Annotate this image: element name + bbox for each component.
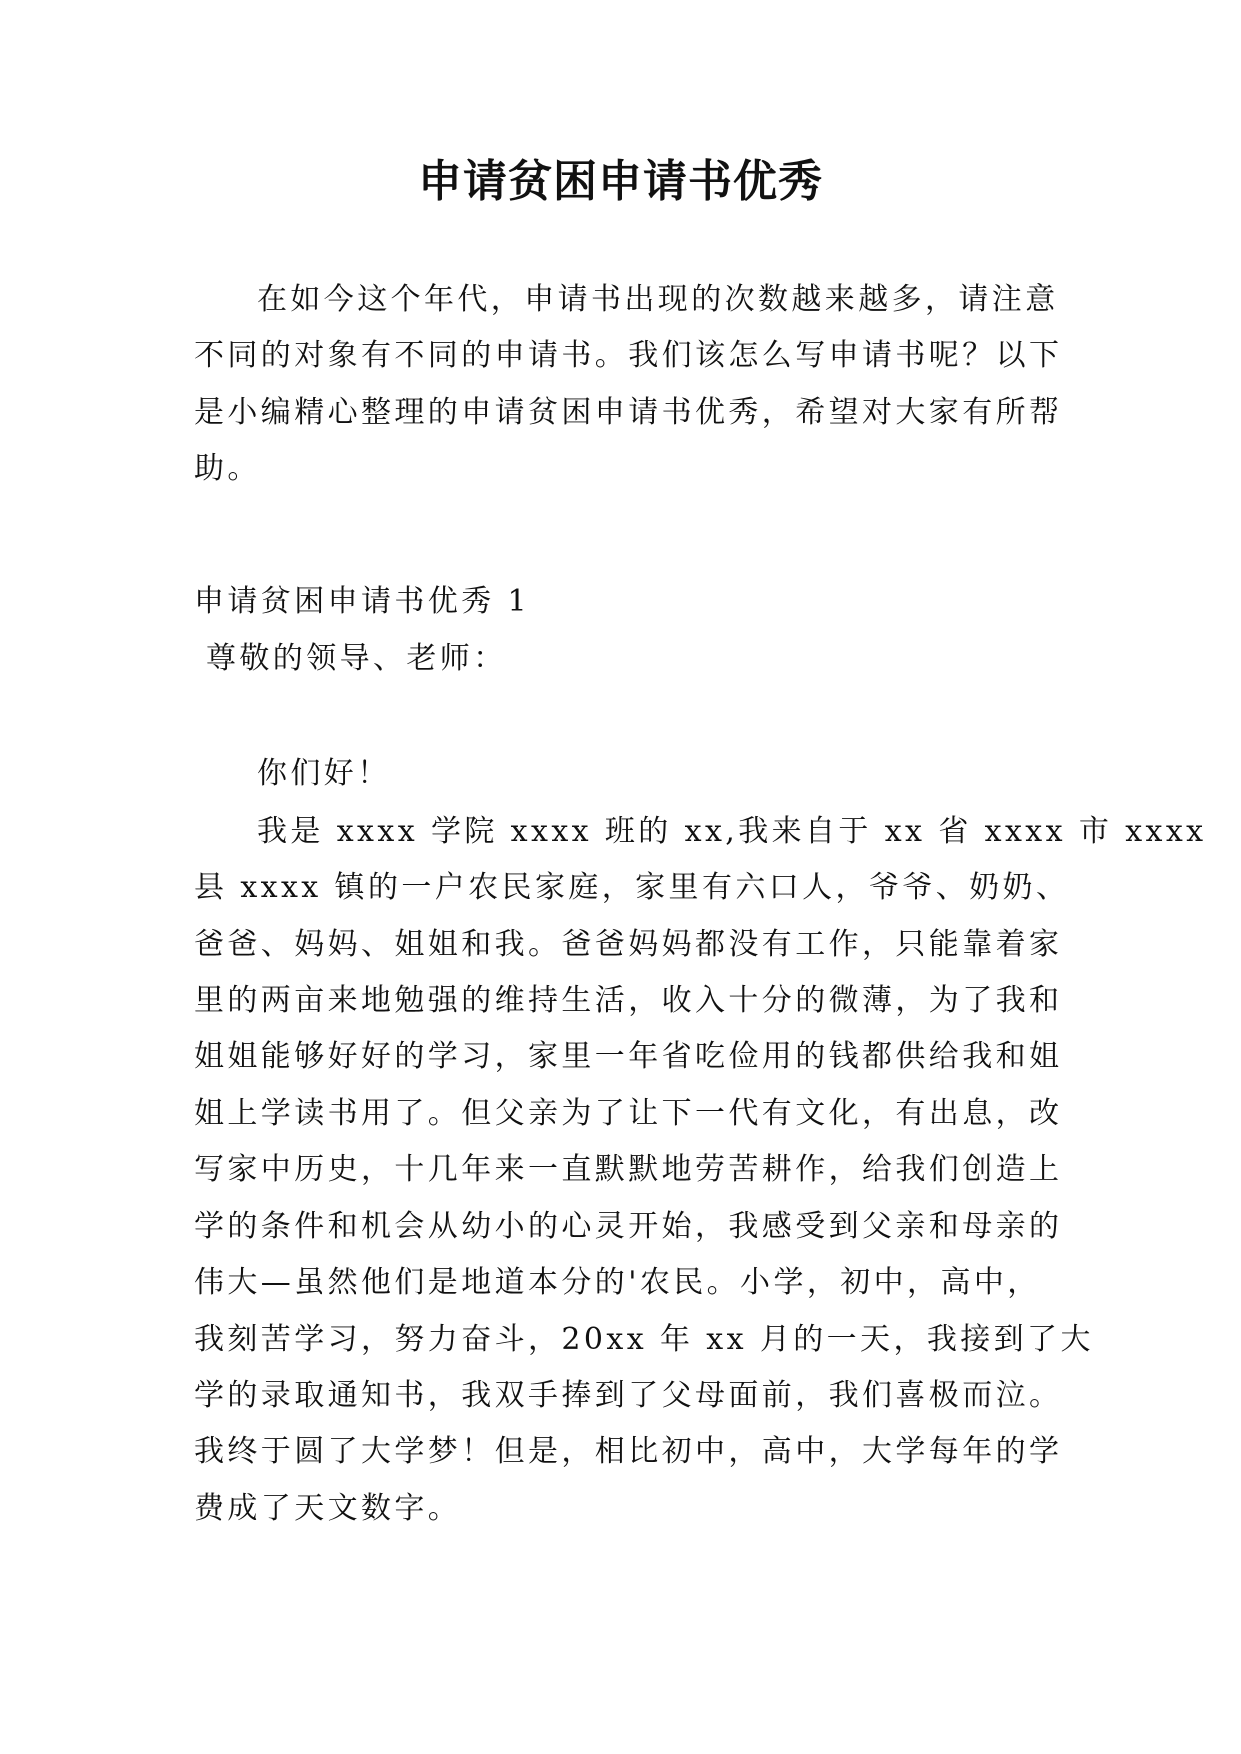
body-line: 我刻苦学习，努力奋斗，20xx 年 xx 月的一天，我接到了大 — [194, 1322, 1094, 1357]
document-title: 申请贫困申请书优秀 — [418, 156, 823, 207]
intro-line: 助。 — [194, 451, 261, 486]
body-line: 伟大—虽然他们是地道本分的'农民。小学，初中，高中， — [194, 1265, 1041, 1300]
body-line: 姐上学读书用了。但父亲为了让下一代有文化，有出息，改 — [194, 1096, 1063, 1131]
greeting: 你们好！ — [257, 756, 391, 791]
body-line: 写家中历史，十几年来一直默默地劳苦耕作，给我们创造上 — [194, 1152, 1063, 1187]
body-line: 学的录取通知书，我双手捧到了父母面前，我们喜极而泣。 — [194, 1378, 1063, 1413]
body-line: 县 xxxx 镇的一户农民家庭，家里有六口人，爷爷、奶奶、 — [194, 870, 1070, 905]
body-line: 里的两亩来地勉强的维持生活，收入十分的微薄，为了我和 — [194, 983, 1063, 1018]
body-line: 爸爸、妈妈、姐姐和我。爸爸妈妈都没有工作，只能靠着家 — [194, 927, 1063, 962]
section-heading: 申请贫困申请书优秀 1 — [194, 584, 531, 619]
body-line: 我终于圆了大学梦！但是，相比初中，高中，大学每年的学 — [194, 1434, 1063, 1469]
body-line: 我是 xxxx 学院 xxxx 班的 xx,我来自于 xx 省 xxxx 市 xxxx — [257, 814, 1207, 849]
body-line: 姐姐能够好好的学习，家里一年省吃俭用的钱都供给我和姐 — [194, 1039, 1063, 1074]
intro-line: 在如今这个年代，申请书出现的次数越来越多，请注意 — [257, 282, 1059, 317]
salutation: 尊敬的领导、老师： — [206, 641, 507, 676]
intro-line: 是小编精心整理的申请贫困申请书优秀，希望对大家有所帮 — [194, 395, 1063, 430]
intro-line: 不同的对象有不同的申请书。我们该怎么写申请书呢？以下 — [194, 338, 1063, 373]
body-line: 费成了天文数字。 — [194, 1491, 462, 1526]
body-line: 学的条件和机会从幼小的心灵开始，我感受到父亲和母亲的 — [194, 1209, 1063, 1244]
